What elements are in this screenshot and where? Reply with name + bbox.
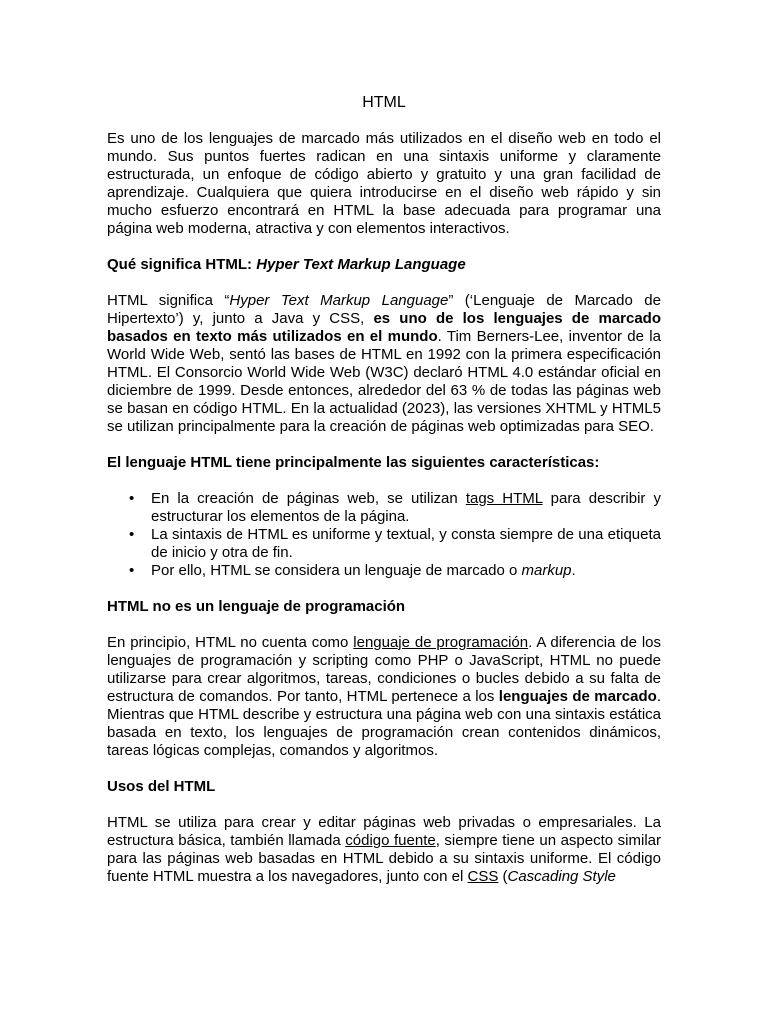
document-title: HTML <box>362 94 406 111</box>
text-run: HTML significa “ <box>107 292 230 309</box>
uses-paragraph <box>107 814 661 886</box>
text-run: . Mientras que HTML describe y estructura una página web con una sintaxis estática basada en texto, los lenguajes de programación crean contenidos dinámicos, tareas lógicas complejas, comandos y algoritmos. <box>107 688 661 759</box>
bold-run: lenguajes de marcado <box>498 688 657 705</box>
italic-run: markup <box>521 562 572 579</box>
list-item: • La sintaxis de HTML es uniforme y textual, y consta siempre de una etiqueta de inicio y otra de fin. <box>151 526 661 562</box>
section-heading-meaning <box>107 256 661 274</box>
text-run: . Tim Berners-Lee, inventor de la World Wide Web, sentó las bases de HTML en 1992 con la primera especificación HTML. El Consorcio World Wide Web (W3C) declaró HTML 4.0 estándar oficial en diciembre de 1999. Desde entonces, alrededor del 63 % de todas las páginas web se basan en código HTML. En la actualidad (2023), las versiones XHTML y HTML5 se utilizan principalmente para la creación de páginas web optimizadas para SEO. <box>107 328 661 435</box>
text-run: . <box>571 562 576 579</box>
source-code-link[interactable]: código fuente <box>345 832 436 849</box>
italic-run: Cascading Style <box>507 868 616 885</box>
intro-paragraph: Es uno de los lenguajes de marcado más utilizados en el diseño web en todo el mundo. Sus puntos fuertes radican en una sintaxis uniforme y claramente estructurada, un enfoque de código abierto y gratuito y una gran facilidad de aprendizaje. Cualquiera que quiera introducirse en el diseño web rápido y sin mucho esfuerzo encontrará en HTML la base adecuada para programar una página web moderna, atractiva y con elementos interactivos. <box>107 130 661 237</box>
tags-html-link[interactable]: tags HTML <box>465 490 543 507</box>
text-run: En principio, HTML no cuenta como <box>107 634 354 651</box>
text-run: para describir y estructurar los elementos de la página. <box>151 490 661 525</box>
section-heading-not-programming: HTML no es un lenguaje de programación <box>107 598 406 615</box>
text-run: Por ello, HTML se considera un lenguaje de marcado o <box>151 562 522 579</box>
meaning-paragraph <box>107 292 661 436</box>
text-run: ( <box>498 868 508 885</box>
programming-language-link[interactable]: lenguaje de programación <box>353 634 529 651</box>
bold-run: es uno de los lenguajes de marcado basados en texto más utilizados en el mundo <box>107 310 662 345</box>
not-programming-paragraph <box>107 634 661 760</box>
list-item <box>151 562 661 580</box>
heading-text: Qué significa HTML: <box>107 256 257 273</box>
css-link[interactable]: CSS <box>467 868 499 885</box>
text-run: HTML se utiliza para crear y editar páginas web privadas o empresariales. La estructura básica, también llamada <box>107 814 661 849</box>
section-heading-features: El lenguaje HTML tiene principalmente las siguientes características: <box>107 454 600 471</box>
text-run: ” (‘Lenguaje de Marcado de Hipertexto’) y, junto a Java y CSS, <box>107 292 661 327</box>
text-run: . A diferencia de los lenguajes de programación y scripting como PHP o JavaScript, HTML no puede utilizarse para crear algoritmos, tareas, condiciones o bucles debido a su falta de estructura de comandos. Por tanto, HTML pertenece a los <box>107 634 662 705</box>
heading-emphasis: Hyper Text Markup Language <box>256 256 466 273</box>
italic-run: Hyper Text Markup Language <box>229 292 449 309</box>
document-body <box>107 94 661 904</box>
text-run: , siempre tiene un aspecto similar para las páginas web basadas en HTML debido a su sintaxis uniforme. El código fuente HTML muestra a los navegadores, junto con el <box>107 832 661 885</box>
list-item <box>151 490 661 526</box>
features-list <box>107 490 661 580</box>
text-run: En la creación de páginas web, se utilizan <box>151 490 466 507</box>
section-heading-uses: Usos del HTML <box>107 778 216 795</box>
